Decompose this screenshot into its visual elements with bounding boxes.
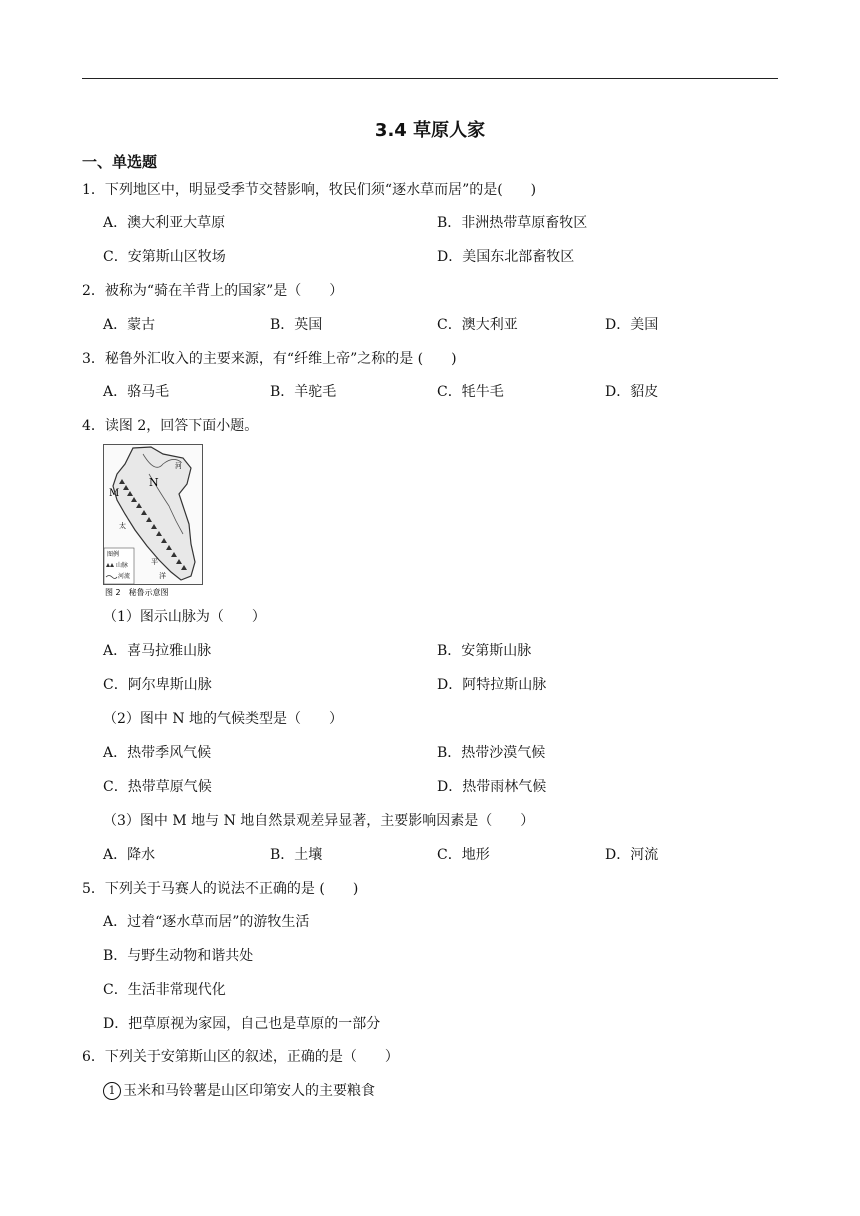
q3-option-c[interactable]: C．牦牛毛 bbox=[437, 384, 504, 400]
q1-option-a[interactable]: A．澳大利亚大草原 bbox=[103, 215, 226, 231]
label-river: 河 bbox=[175, 462, 182, 470]
label-ocean-ping: 平 bbox=[151, 558, 158, 566]
subquestion-3-stem: （3）图中 M 地与 N 地自然景观差异显著，主要影响因素是（ ） bbox=[103, 813, 535, 829]
header-rule bbox=[82, 78, 778, 79]
q2-option-d[interactable]: D．美国 bbox=[605, 317, 659, 333]
question-4-stem: 4．读图 2，回答下面小题。 bbox=[82, 418, 259, 434]
legend-title: 图例 bbox=[107, 551, 120, 558]
q5-option-c[interactable]: C．生活非常现代化 bbox=[103, 982, 226, 998]
question-1-stem: 1．下列地区中，明显受季节交替影响，牧民们须“逐水草而居”的是( ) bbox=[82, 182, 537, 198]
label-ocean-yang: 洋 bbox=[159, 572, 166, 580]
question-3-stem: 3．秘鲁外汇收入的主要来源，有“纤维上帝”之称的是 ( ) bbox=[82, 351, 457, 367]
q3-option-d[interactable]: D．貂皮 bbox=[605, 384, 659, 400]
q4-1-option-d[interactable]: D．阿特拉斯山脉 bbox=[437, 677, 547, 693]
peru-map-figure bbox=[103, 444, 203, 598]
label-ocean-tai: 太 bbox=[119, 522, 126, 530]
question-6-stem: 6．下列关于安第斯山区的叙述，正确的是（ ） bbox=[82, 1049, 399, 1065]
legend-river: 河流 bbox=[118, 573, 131, 580]
subquestion-1-stem: （1）图示山脉为（ ） bbox=[103, 609, 266, 625]
q3-option-a[interactable]: A．骆马毛 bbox=[103, 384, 170, 400]
question-2-stem: 2．被称为“骑在羊背上的国家”是（ ） bbox=[82, 283, 344, 299]
section-heading: 一、单选题 bbox=[82, 153, 158, 171]
page-title: 3.4 草原人家 bbox=[374, 120, 486, 141]
q5-option-a[interactable]: A．过着“逐水草而居”的游牧生活 bbox=[103, 914, 310, 930]
q4-3-option-b[interactable]: B．土壤 bbox=[270, 847, 323, 863]
q4-1-option-c[interactable]: C．阿尔卑斯山脉 bbox=[103, 677, 212, 693]
q5-option-d[interactable]: D．把草原视为家园，自己也是草原的一部分 bbox=[103, 1016, 381, 1032]
q4-3-option-a[interactable]: A．降水 bbox=[103, 847, 156, 863]
map-caption: 图 2 秘鲁示意图 bbox=[105, 588, 169, 597]
label-n: N bbox=[149, 476, 159, 489]
q1-option-b[interactable]: B．非洲热带草原畜牧区 bbox=[437, 215, 588, 231]
q4-2-option-b[interactable]: B．热带沙漠气候 bbox=[437, 745, 546, 761]
q4-2-option-d[interactable]: D．热带雨林气候 bbox=[437, 779, 547, 795]
q5-option-b[interactable]: B．与野生动物和谐共处 bbox=[103, 948, 254, 964]
legend-mountain: 山脉 bbox=[116, 562, 129, 569]
q2-option-a[interactable]: A．蒙古 bbox=[103, 317, 156, 333]
q6-statement-1-text: 玉米和马铃薯是山区印第安人的主要粮食 bbox=[123, 1083, 375, 1099]
q1-option-c[interactable]: C．安第斯山区牧场 bbox=[103, 249, 226, 265]
q4-2-option-a[interactable]: A．热带季风气候 bbox=[103, 745, 212, 761]
q2-option-c[interactable]: C．澳大利亚 bbox=[437, 317, 518, 333]
question-5-stem: 5．下列关于马赛人的说法不正确的是 ( ) bbox=[82, 881, 359, 897]
q3-option-b[interactable]: B．羊驼毛 bbox=[270, 384, 337, 400]
q6-statement-1 bbox=[103, 1082, 375, 1100]
q1-option-d[interactable]: D．美国东北部畜牧区 bbox=[437, 249, 575, 265]
q4-3-option-c[interactable]: C．地形 bbox=[437, 847, 490, 863]
q4-3-option-d[interactable]: D．河流 bbox=[605, 847, 659, 863]
q2-option-b[interactable]: B．英国 bbox=[270, 317, 323, 333]
q4-1-option-b[interactable]: B．安第斯山脉 bbox=[437, 643, 532, 659]
q4-1-option-a[interactable]: A．喜马拉雅山脉 bbox=[103, 643, 212, 659]
circled-number-1: 1 bbox=[103, 1082, 121, 1100]
subquestion-2-stem: （2）图中 N 地的气候类型是（ ） bbox=[103, 711, 344, 727]
label-m: M bbox=[109, 488, 120, 499]
q4-2-option-c[interactable]: C．热带草原气候 bbox=[103, 779, 212, 795]
